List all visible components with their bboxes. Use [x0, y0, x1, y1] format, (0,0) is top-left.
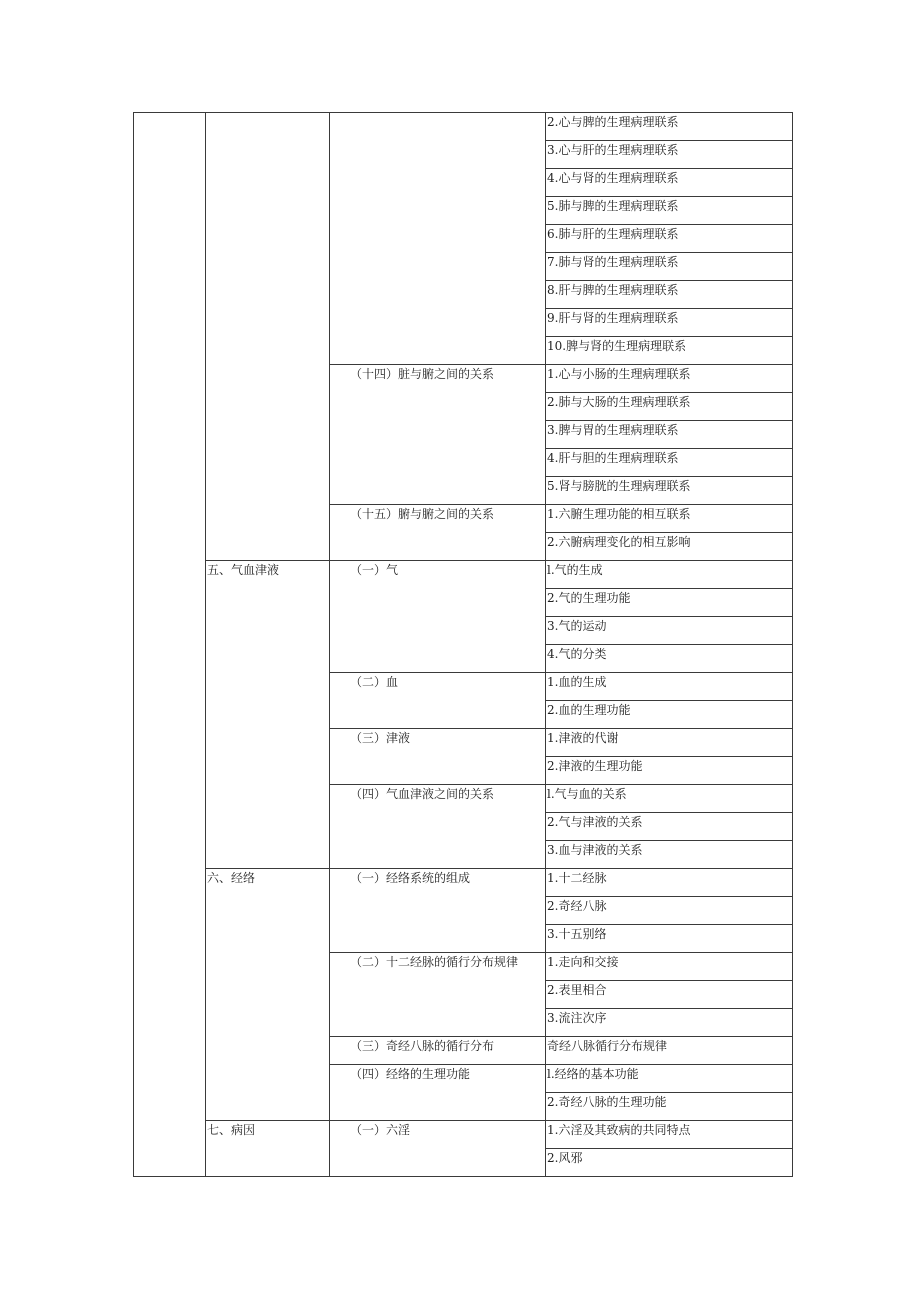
item-cell: 4.气的分类 — [546, 645, 793, 673]
item-cell: 1.走向和交接 — [546, 953, 793, 981]
item-cell: 2.肺与大肠的生理病理联系 — [546, 393, 793, 421]
item-cell: 2.奇经八脉 — [546, 897, 793, 925]
section-cell: （四）经络的生理功能 — [330, 1065, 546, 1121]
outline-table-body — [134, 113, 793, 1177]
table-row — [134, 561, 793, 589]
item-cell: l.气与血的关系 — [546, 785, 793, 813]
item-cell: 5.肾与膀胱的生理病理联系 — [546, 477, 793, 505]
item-cell: 3.十五别络 — [546, 925, 793, 953]
item-cell: l.经络的基本功能 — [546, 1065, 793, 1093]
item-cell: 2.奇经八脉的生理功能 — [546, 1093, 793, 1121]
item-cell: 奇经八脉循行分布规律 — [546, 1037, 793, 1065]
item-cell: 4.心与肾的生理病理联系 — [546, 169, 793, 197]
table-row — [134, 1121, 793, 1149]
item-cell: 5.肺与脾的生理病理联系 — [546, 197, 793, 225]
item-cell: 1.六淫及其致病的共同特点 — [546, 1121, 793, 1149]
item-cell: 6.肺与肝的生理病理联系 — [546, 225, 793, 253]
item-cell: l.气的生成 — [546, 561, 793, 589]
section-cell — [330, 113, 546, 365]
item-cell: 2.表里相合 — [546, 981, 793, 1009]
section-cell: （四）气血津液之间的关系 — [330, 785, 546, 869]
item-cell: 8.肝与脾的生理病理联系 — [546, 281, 793, 309]
section-cell: （一）气 — [330, 561, 546, 673]
item-cell: 2.血的生理功能 — [546, 701, 793, 729]
item-cell: 1.心与小肠的生理病理联系 — [546, 365, 793, 393]
item-cell: 9.肝与肾的生理病理联系 — [546, 309, 793, 337]
item-cell: 2.气的生理功能 — [546, 589, 793, 617]
section-cell: （二）十二经脉的循行分布规律 — [330, 953, 546, 1037]
table-row — [134, 113, 793, 141]
item-cell: 1.十二经脉 — [546, 869, 793, 897]
item-cell: 7.肺与肾的生理病理联系 — [546, 253, 793, 281]
item-cell: 2.心与脾的生理病理联系 — [546, 113, 793, 141]
chapter-cell: 六、经络 — [206, 869, 330, 1121]
item-cell: 2.六腑病理变化的相互影响 — [546, 533, 793, 561]
item-cell: 1.津液的代谢 — [546, 729, 793, 757]
section-cell: （十五）腑与腑之间的关系 — [330, 505, 546, 561]
section-cell: （十四）脏与腑之间的关系 — [330, 365, 546, 505]
table-row — [134, 869, 793, 897]
chapter-cell: 七、病因 — [206, 1121, 330, 1177]
item-cell: 2.气与津液的关系 — [546, 813, 793, 841]
item-cell: 2.风邪 — [546, 1149, 793, 1177]
chapter-cell — [206, 113, 330, 561]
section-cell: （三）津液 — [330, 729, 546, 785]
item-cell: 4.肝与胆的生理病理联系 — [546, 449, 793, 477]
item-cell: 3.血与津液的关系 — [546, 841, 793, 869]
blank-left-column-cell — [134, 113, 206, 1177]
item-cell: 3.脾与胃的生理病理联系 — [546, 421, 793, 449]
section-cell: （二）血 — [330, 673, 546, 729]
section-cell: （一）经络系统的组成 — [330, 869, 546, 953]
chapter-cell: 五、气血津液 — [206, 561, 330, 869]
item-cell: 2.津液的生理功能 — [546, 757, 793, 785]
item-cell: 3.气的运动 — [546, 617, 793, 645]
item-cell: 3.心与肝的生理病理联系 — [546, 141, 793, 169]
item-cell: 1.血的生成 — [546, 673, 793, 701]
item-cell: 10.脾与肾的生理病理联系 — [546, 337, 793, 365]
item-cell: 1.六腑生理功能的相互联系 — [546, 505, 793, 533]
item-cell: 3.流注次序 — [546, 1009, 793, 1037]
syllabus-outline-table — [133, 112, 793, 1177]
section-cell: （一）六淫 — [330, 1121, 546, 1177]
section-cell: （三）奇经八脉的循行分布 — [330, 1037, 546, 1065]
